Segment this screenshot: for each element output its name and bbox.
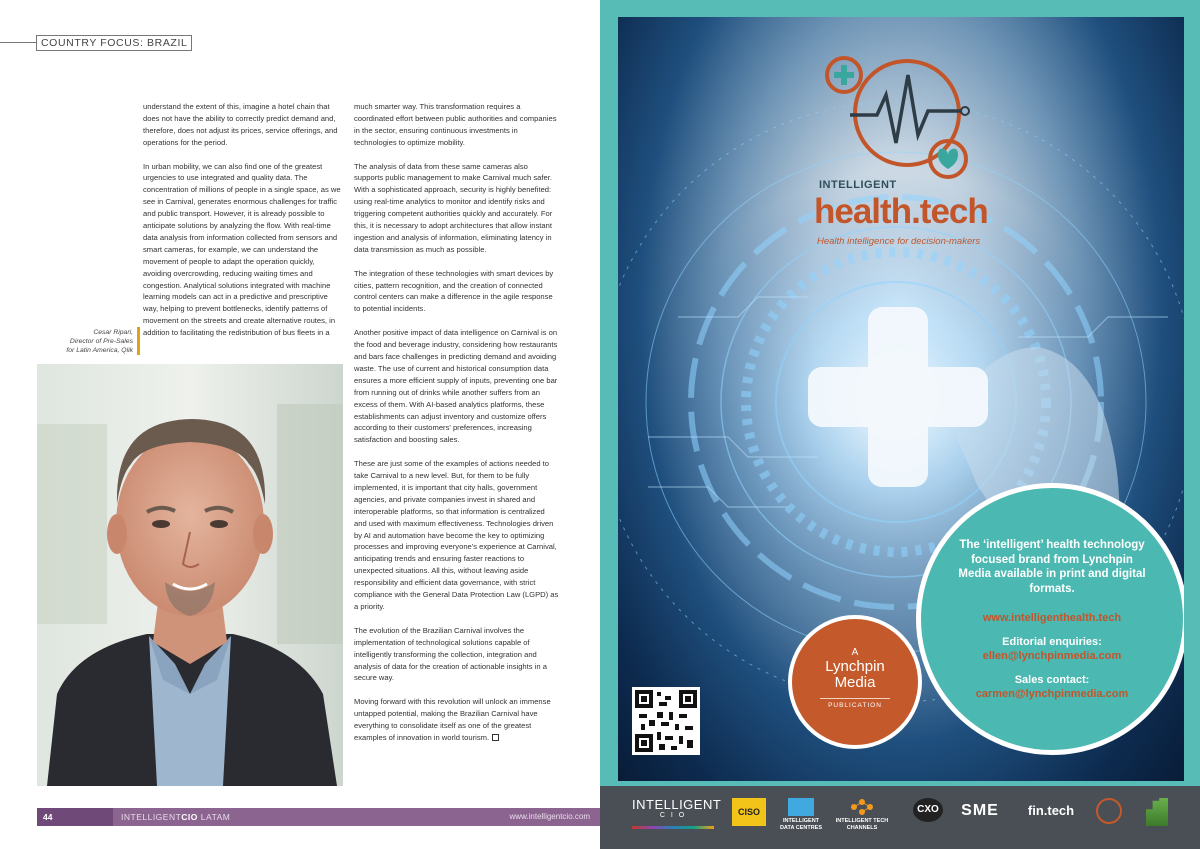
sales-label: Sales contact: xyxy=(1014,674,1090,686)
network-nodes-icon xyxy=(849,798,875,816)
publisher-name-line1: Lynchpin xyxy=(825,658,885,675)
footer-url[interactable]: www.intelligentcio.com xyxy=(509,812,590,821)
section-tag: COUNTRY FOCUS: BRAZIL xyxy=(36,35,192,51)
caption-title: Director of Pre-Sales xyxy=(69,338,133,346)
partner-cio-sub: C I O xyxy=(659,812,687,819)
brand-name: health.tech xyxy=(814,192,988,231)
article-column-2 xyxy=(354,101,559,756)
paragraph: understand the extent of this, imagine a hotel chain that does not have the ability to correctly predict demand and, therefore, does not adjust its prices, service offerings, and operations for the period. xyxy=(143,102,338,147)
sales-email-link[interactable]: carmen@lynchpinmedia.com xyxy=(975,688,1129,700)
brand-tagline: Health intelligence for decision-makers xyxy=(817,236,981,247)
paragraph-final xyxy=(354,696,559,744)
end-mark-icon xyxy=(492,734,499,741)
website-link[interactable]: www.intelligenthealth.tech xyxy=(982,612,1122,624)
page-footer xyxy=(37,808,600,826)
partner-data-centres[interactable] xyxy=(776,798,826,831)
publisher-badge xyxy=(788,615,922,749)
health-tech-icon xyxy=(1096,798,1122,824)
partner-ciso-logo: CISO xyxy=(732,798,766,826)
footer-brand-bold: CIO xyxy=(181,812,198,822)
paragraph: The integration of these technologies with smart devices by cities, pattern recognition, and the creation of connected control centers can make a difference in the agile response to potential incidents. xyxy=(354,268,554,314)
caption-company: for Latin America, Qlik xyxy=(66,347,133,355)
partner-fintech[interactable] xyxy=(1024,798,1078,824)
partner-sme-logo: SME xyxy=(961,802,999,819)
partner-sme[interactable] xyxy=(960,798,1000,824)
advert-artwork xyxy=(618,17,1184,781)
paragraph-final-text: Moving forward with this revolution will unlock an immense untapped potential, making the Brazilian Carnival have everything to consolidate itself as one of the greatest examples of innovation in world tourism. xyxy=(354,697,551,742)
paragraph: The evolution of the Brazilian Carnival involves the implementation of technological solutions capable of intelligently transforming the collection, integration and analysis of data for the creation of actionable insights in a secure way. xyxy=(354,625,547,683)
photo-caption xyxy=(40,328,133,356)
partner-logo-strip xyxy=(600,786,1200,849)
caption-name: Cesar Ripari, xyxy=(93,329,133,336)
paragraph: much smarter way. This transformation requires a coordinated effort between public authorities and companies in the sector, ensuring continuous investments in technologies to optimize mobility. xyxy=(354,102,557,147)
data-centre-icon xyxy=(788,798,814,816)
partner-cxo-logo: CXO xyxy=(913,798,943,822)
partner-health-tech[interactable] xyxy=(1092,798,1126,826)
qr-pattern xyxy=(635,690,697,752)
paragraph: The analysis of data from these same cameras also supports public management to make Carnival much safer. With a sophisticated approach, security is highly benefited: using real-time analytics to monitor and identify risks and triggering competent authorities quickly and accurately. For this, it is necessary to adopt architectures that allow instant ingestion and analysis of information, eliminating latency in data transmission as much as possible. xyxy=(354,161,553,254)
info-description: The ‘intelligent’ health technology focused brand from Lynchpin Media available in print and digital formats. xyxy=(958,539,1146,595)
footer-brand xyxy=(121,808,230,826)
advert-page xyxy=(600,0,1200,849)
editorial-email-link[interactable]: ellen@lynchpinmedia.com xyxy=(982,650,1122,662)
footer-brand-suffix: LATAM xyxy=(200,812,231,822)
footer-brand-prefix: INTELLIGENT xyxy=(121,812,182,822)
partner-tech-channels[interactable] xyxy=(832,798,892,831)
portrait-photo xyxy=(37,364,343,786)
partner-fintech-logo: fin.tech xyxy=(1027,803,1075,818)
section-rule xyxy=(0,42,36,43)
caption-accent-bar xyxy=(137,327,140,355)
partner-cio-name: INTELLIGENT xyxy=(632,797,722,812)
article-column-1 xyxy=(143,101,343,351)
publisher-prefix: A xyxy=(851,647,859,658)
city-buildings-icon xyxy=(1146,798,1168,826)
paragraph: Another positive impact of data intelligence on Carnival is on the food and beverage industry, considering how restaurants and bars face challenges in predicting demand and avoiding waste. The use of current and historical consumption data ensures a more efficient supply of inputs, preventing one bar from running out of drinks while another suffers from an excess of them. With AI-based analytics platforms, these establishments can adjust inventory and customize offers according to their customers' preferences, increasing satisfaction and boosting sales. xyxy=(354,328,558,445)
paragraph: These are just some of the examples of actions needed to take Carnival to a new level. But, for them to be fully implemented, it is important that city halls, government agencies, and private companies invest in shared and interoperable platforms, so that information is centralized and used with maximum effectiveness. Technologies driven by AI and automation have become the key to optimizing processes and improving everyone's experience at Carnival, anticipating trends and ensuring faster reactions to unexpected situations. All this, without leaving aside responsibility and efficient data governance, with strict compliance with the General Data Protection Law (LGPD) as a priority. xyxy=(354,459,559,611)
paragraph: In urban mobility, we can also find one of the greatest urgencies to use integrated and quality data. The concentration of millions of people in a single space, as we see in Carnival, generates enormous challenges for traffic and public transport. However, it is already possible to anticipate solutions by analyzing the flow. With real-time data analysis from information collected from sensors and smart cameras, for example, we can understand the movement of people to adapt the operation quickly, avoiding overcrowding, reducing waiting times and congestion. Analytical solutions integrated with machine learning models can act in a predictive and prescriptive way, helping to prevent bottlenecks, identify patterns of movement on the streets and create alternative routes, in addition to facilitating the redistribution of bus fleets in a xyxy=(143,161,341,338)
partner-cities[interactable] xyxy=(1142,798,1172,828)
brand-intelligent: INTELLIGENT xyxy=(819,179,897,191)
editorial-label: Editorial enquiries: xyxy=(1002,636,1102,648)
partner-tech-channels-label: INTELLIGENT TECH CHANNELS xyxy=(835,818,889,831)
partner-ciso[interactable] xyxy=(730,798,768,828)
qr-code-icon[interactable] xyxy=(632,687,700,755)
portrait-illustration xyxy=(37,364,343,786)
publisher-name-line2: Media xyxy=(834,674,876,691)
info-circle xyxy=(916,483,1184,755)
publisher-label: PUBLICATION xyxy=(820,698,890,709)
partner-data-centres-label: INTELLIGENT DATA CENTRES xyxy=(779,818,823,831)
partner-cxo[interactable] xyxy=(910,798,946,824)
page-number: 44 xyxy=(37,808,113,826)
partner-intelligent-cio[interactable] xyxy=(632,797,722,829)
partner-cio-colorbar xyxy=(632,826,714,829)
